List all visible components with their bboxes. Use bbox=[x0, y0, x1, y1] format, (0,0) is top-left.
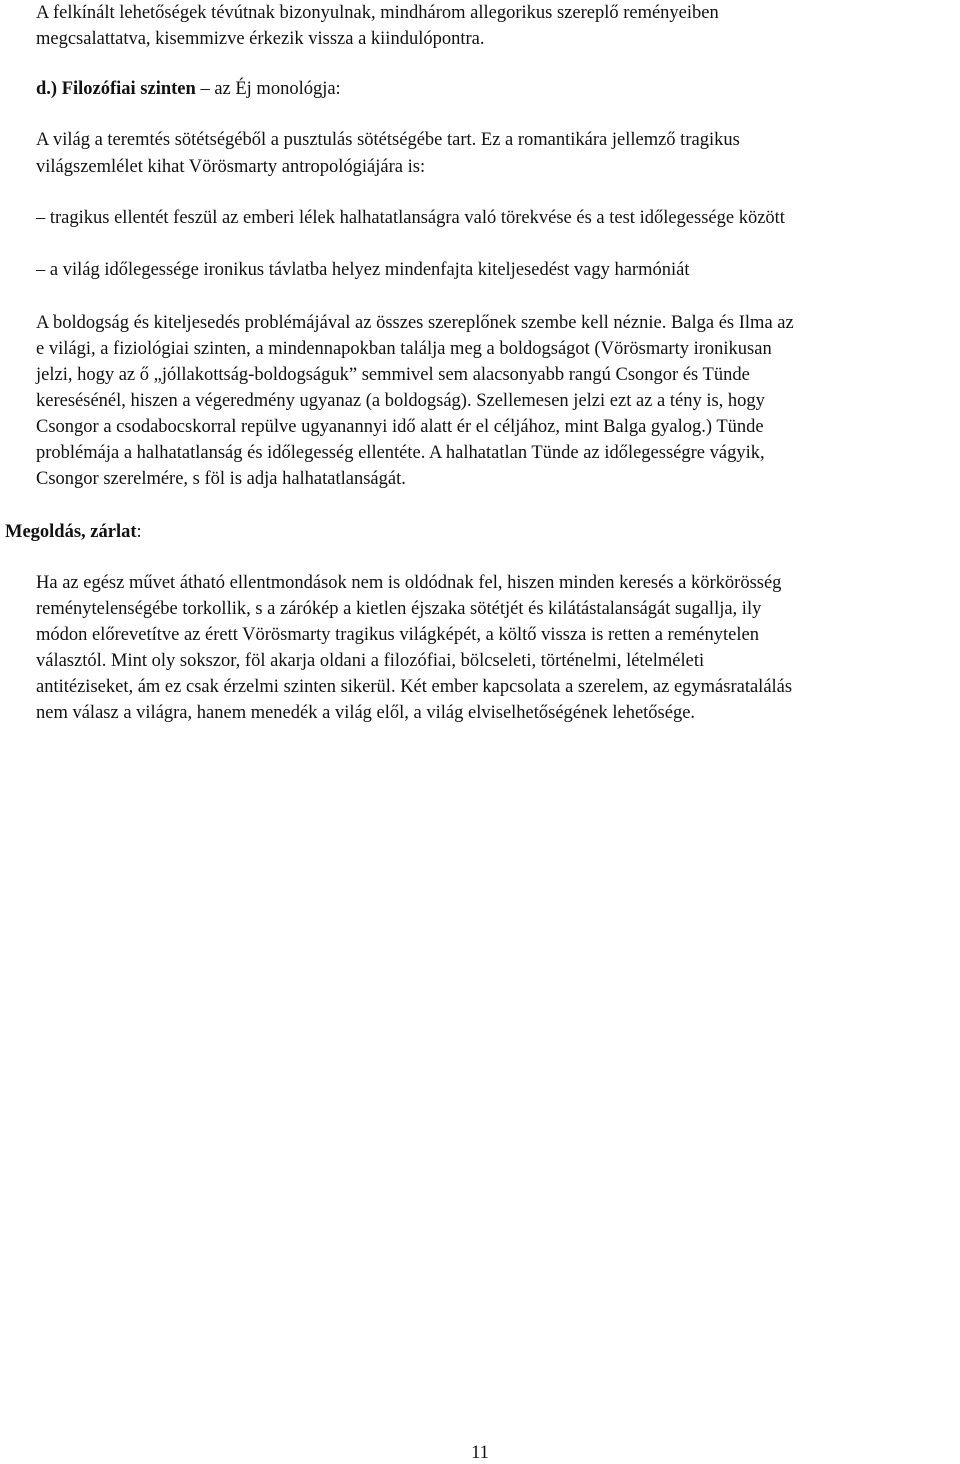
happiness-line-7: Csongor szerelmére, s föl is adja halhatatlanságát. bbox=[36, 469, 406, 489]
happiness-line-6: problémája a halhatatlanság és időlegesség ellentéte. A halhatatlan Tünde az időlegességre vágyik, bbox=[36, 443, 765, 463]
intro-line-2: megcsalattatva, kisemmizve érkezik vissza a kiindulópontra. bbox=[36, 29, 485, 49]
happiness-line-2: e világi, a fiziológiai szinten, a mindennapokban találja meg a boldogságot (Vörösmarty ironikusan bbox=[36, 339, 772, 359]
world-line-2: világszemlélet kihat Vörösmarty antropológiájára is: bbox=[36, 157, 426, 177]
dash-item: – tragikus ellentét feszül az emberi lélek halhatatlanságra való törekvése és a test időlegessége között bbox=[36, 208, 785, 228]
happiness-line-4: keresésénél, hiszen a végeredmény ugyanaz (a boldogság). Szellemesen jelzi ezt az a tény is, hogy bbox=[36, 391, 765, 411]
conclusion-line-5: antitéziseket, ám ez csak érzelmi szinten sikerül. Két ember kapcsolata a szerelem, az egymásratalálás bbox=[36, 677, 793, 697]
dash-item: – a világ időlegessége ironikus távlatba helyez mindenfajta kiteljesedést vagy harmóniát bbox=[36, 260, 690, 280]
intro-line-1: A felkínált lehetőségek tévútnak bizonyulnak, mindhárom allegorikus szereplő reményeiben bbox=[36, 3, 719, 23]
conclusion-line-1: Ha az egész művet átható ellentmondások nem is oldódnak fel, hiszen minden keresés a körkörösség bbox=[36, 573, 782, 593]
world-line-1: A világ a teremtés sötétségéből a pusztulás sötétségébe tart. Ez a romantikára jellemző tragikus bbox=[36, 130, 740, 150]
conclusion-heading-colon: : bbox=[136, 522, 142, 542]
conclusion-heading-label: Megoldás, zárlat bbox=[5, 522, 137, 542]
happiness-line-1: A boldogság és kiteljesedés problémájával az összes szereplőnek szembe kell néznie. Balga és Ilma az bbox=[36, 313, 794, 333]
conclusion-line-3: módon előrevetítve az érett Vörösmarty tragikus világképét, a költő vissza is retten a reménytelen bbox=[36, 625, 759, 645]
section-d-label: d.) Filozófiai szinten bbox=[36, 79, 196, 99]
conclusion-line-4: választól. Mint oly sokszor, föl akarja oldani a filozófiai, bölcseleti, történelmi, lételméleti bbox=[36, 651, 705, 671]
happiness-line-5: Csongor a csodabocskorral repülve ugyanannyi idő alatt ér el céljához, mint Balga gyalog.) Tünde bbox=[36, 417, 764, 437]
conclusion-line-6: nem válasz a világra, hanem menedék a világ elől, a világ elviselhetőségének lehetősége. bbox=[36, 703, 696, 723]
conclusion-line-2: reménytelenségébe torkollik, s a zárókép a kietlen éjszaka sötétjét és kilátástalanságát sugallja, ily bbox=[36, 599, 762, 619]
section-d-heading bbox=[36, 80, 341, 99]
page-number: 11 bbox=[471, 1443, 489, 1463]
conclusion-heading bbox=[5, 523, 142, 542]
section-d-rest: – az Éj monológja: bbox=[195, 79, 341, 99]
happiness-line-3: jelzi, hogy az ő „jóllakottság-boldogságuk” semmivel sem alacsonyabb rangú Csongor és Tünde bbox=[36, 365, 750, 385]
